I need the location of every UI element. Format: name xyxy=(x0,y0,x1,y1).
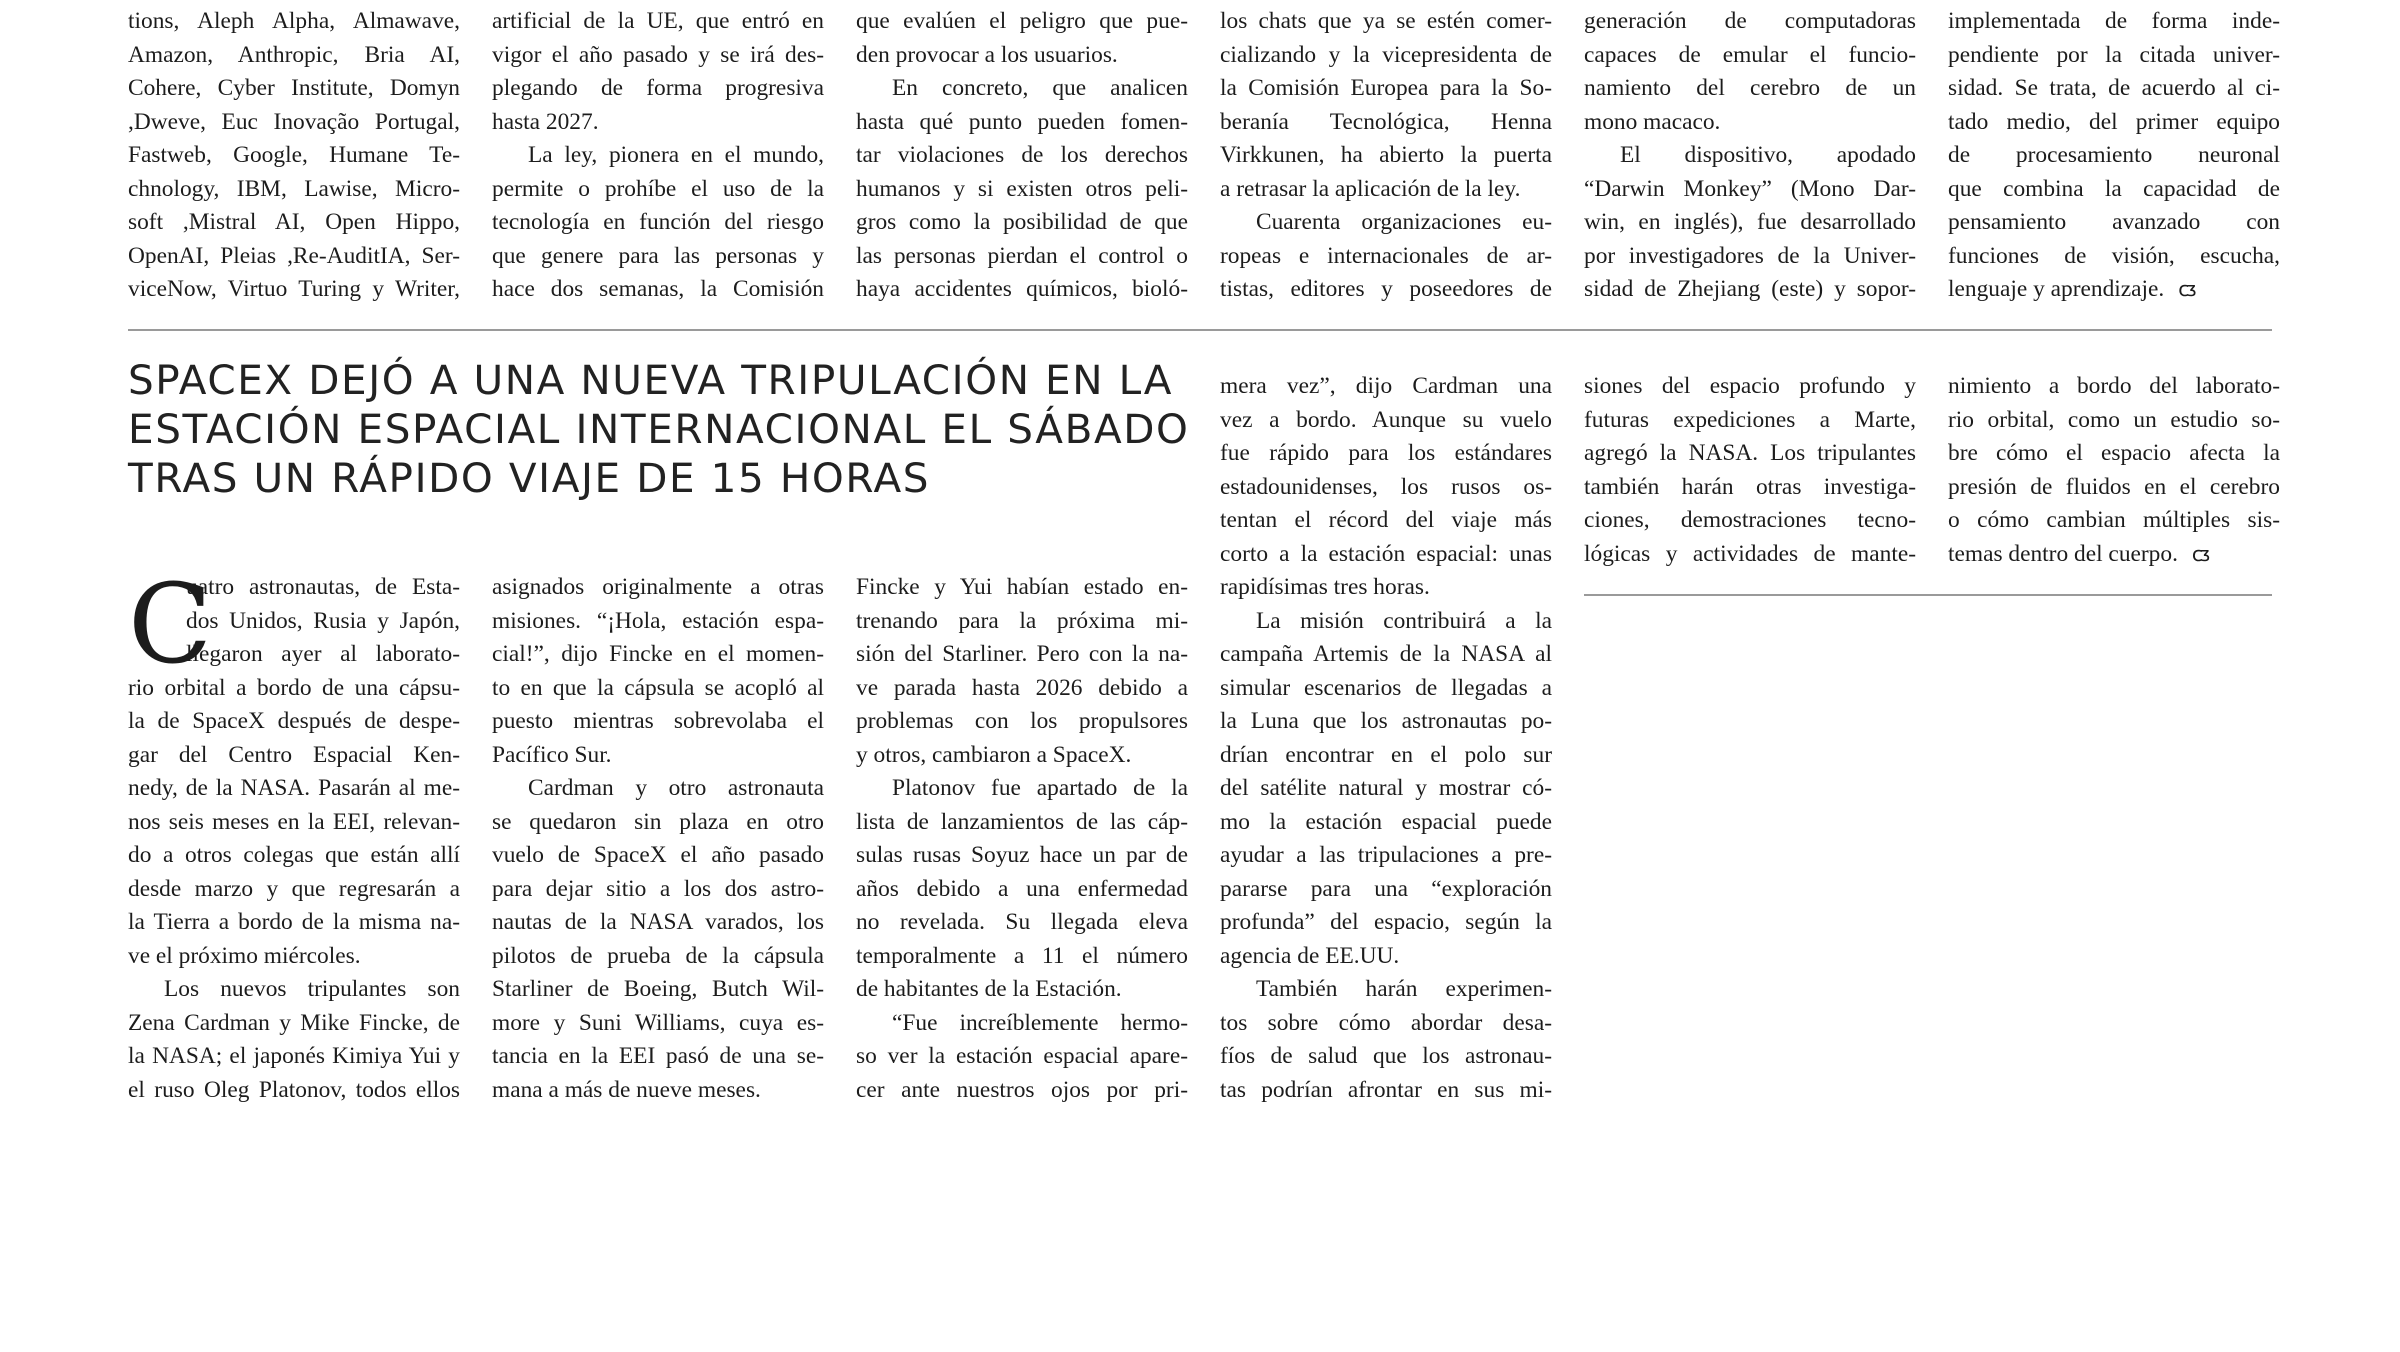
text-line: hasta 2027. xyxy=(492,108,599,135)
text-line: estadounidenses, los rusos os- xyxy=(1220,473,1552,500)
text-line: bre cómo el espacio afecta la xyxy=(1948,440,2280,466)
article-column-1 xyxy=(128,560,460,1107)
text-line: pararse para una “exploración xyxy=(1220,875,1552,902)
text-line: que genere para las personas y xyxy=(492,242,824,269)
text-line: Los nuevos tripulantes son xyxy=(164,976,460,1002)
text-line: Pacífico Sur. xyxy=(492,741,612,768)
text-line: nedy, de la NASA. Pasarán al me- xyxy=(128,775,460,801)
text-line: pensamiento avanzado con xyxy=(1948,209,2280,235)
headline-line: SPACEX DEJÓ A UNA NUEVA TRIPULACIÓN EN LA xyxy=(128,356,1174,404)
text-line-content: lenguaje y aprendizaje. xyxy=(1948,276,2165,302)
text-line: to en que la cápsula se acopló al xyxy=(492,674,824,701)
article-column-3 xyxy=(856,571,1188,1107)
text-line: Fincke y Yui habían estado en- xyxy=(856,574,1188,600)
text-line: la NASA; el japonés Kimiya Yui y xyxy=(128,1043,460,1069)
text-line: La ley, pionera en el mundo, xyxy=(528,142,824,168)
text-line: La misión contribuirá a la xyxy=(1256,607,1552,634)
text-line: misiones. “¡Hola, estación espa- xyxy=(492,607,824,634)
text-line: vuelo de SpaceX el año pasado xyxy=(492,842,824,868)
text-line: sidad de Zhejiang (este) y sopor- xyxy=(1584,276,1916,302)
text-line: tado medio, del primer equipo xyxy=(1948,108,2280,135)
text-line: siones del espacio profundo y xyxy=(1584,373,1916,399)
text-line: den provocar a los usuarios. xyxy=(856,41,1118,68)
text-line: capaces de emular el funcio- xyxy=(1584,41,1916,68)
text-line: mana a más de nueve meses. xyxy=(492,1076,761,1103)
text-line: también harán otras investiga- xyxy=(1584,473,1916,500)
text-line: vigor el año pasado y se irá des- xyxy=(492,41,824,68)
text-line: hasta qué punto pueden fomen- xyxy=(856,108,1188,135)
text-line: win, en inglés), fue desarrollado xyxy=(1584,209,1916,235)
top-column-3 xyxy=(856,5,1188,307)
text-line: o cómo cambian múltiples sis- xyxy=(1948,507,2280,533)
text-line xyxy=(1948,538,2280,572)
text-line: “Fue increíblemente hermo- xyxy=(892,1009,1188,1036)
article-end-divider xyxy=(1584,594,2272,596)
text-line: ve el próximo miércoles. xyxy=(128,942,361,969)
text-line: uatro astronautas, de Esta- xyxy=(186,574,460,600)
text-line: ropeas e internacionales de ar- xyxy=(1220,242,1552,269)
text-line: los chats que ya se estén comer- xyxy=(1220,8,1552,34)
text-line: tecnología en función del riesgo xyxy=(492,209,824,235)
text-line: y otros, cambiaron a SpaceX. xyxy=(856,741,1132,768)
text-line: permite o prohíbe el uso de la xyxy=(492,175,824,202)
text-line: artificial de la UE, que entró en xyxy=(492,8,824,34)
text-line: presión de fluidos en el cerebro xyxy=(1948,473,2280,500)
text-line: desde marzo y que regresarán a xyxy=(128,875,460,902)
text-line: asignados originalmente a otras xyxy=(492,574,824,600)
text-line: pendiente por la citada univer- xyxy=(1948,41,2280,68)
text-line: viceNow, Virtuo Turing y Writer, xyxy=(128,276,460,302)
text-line: drían encontrar en el polo sur xyxy=(1220,741,1552,768)
text-line: la Luna que los astronautas po- xyxy=(1220,708,1552,734)
text-line: Fastweb, Google, Humane Te- xyxy=(128,142,460,168)
text-line: Amazon, Anthropic, Bria AI, xyxy=(128,41,460,68)
text-line: beranía Tecnológica, Henna xyxy=(1220,108,1552,135)
text-line: chnology, IBM, Lawise, Micro- xyxy=(128,175,460,202)
text-line: rapidísimas tres horas. xyxy=(1220,574,1430,600)
text-line: el ruso Oleg Platonov, todos ellos xyxy=(128,1076,460,1103)
text-line: pilotos de prueba de la cápsula xyxy=(492,942,824,969)
text-line: Zena Cardman y Mike Fincke, de xyxy=(128,1009,460,1036)
text-line: nimiento a bordo del laborato- xyxy=(1948,373,2280,399)
text-line: simular escenarios de llegadas a xyxy=(1220,674,1552,701)
text-line: more y Suni Williams, cuya es- xyxy=(492,1009,824,1036)
text-line: namiento del cerebro de un xyxy=(1584,75,1916,101)
text-line: mo la estación espacial puede xyxy=(1220,808,1552,835)
text-line: haya accidentes químicos, bioló- xyxy=(856,276,1188,302)
text-line: la de SpaceX después de despe- xyxy=(128,708,460,734)
text-line xyxy=(1948,273,2280,307)
text-line: la Tierra a bordo de la misma na- xyxy=(128,909,460,935)
text-line: mono macaco. xyxy=(1584,108,1721,135)
text-line: Cuarenta organizaciones eu- xyxy=(1256,209,1552,235)
text-line: “Darwin Monkey” (Mono Dar- xyxy=(1584,175,1916,202)
text-line: hace dos semanas, la Comisión xyxy=(492,276,824,302)
top-column-4 xyxy=(1220,5,1552,307)
text-line: no revelada. Su llegada eleva xyxy=(856,909,1188,935)
text-line: tar violaciones de los derechos xyxy=(856,142,1188,168)
top-column-1 xyxy=(128,5,460,307)
text-line: rio orbital a bordo de una cápsu- xyxy=(128,674,460,701)
text-line: del satélite natural y mostrar có- xyxy=(1220,775,1552,801)
text-line: temporalmente a 11 el número xyxy=(856,942,1188,969)
end-of-article-icon: ᴄᴣ xyxy=(2191,541,2208,566)
text-line: tancia en la EEI pasó de una se- xyxy=(492,1043,824,1069)
text-line: ve parada hasta 2026 debido a xyxy=(856,674,1188,701)
text-line: vez a bordo. Aunque su vuelo xyxy=(1220,406,1552,433)
text-line: cer ante nuestros ojos por pri- xyxy=(856,1076,1188,1103)
text-line: generación de computadoras xyxy=(1584,8,1916,34)
text-line: cializando y la vicepresidenta de xyxy=(1220,41,1552,68)
text-line: agregó la NASA. Los tripulantes xyxy=(1584,440,1916,466)
text-line: futuras expediciones a Marte, xyxy=(1584,406,1916,433)
end-of-article-icon: ᴄᴣ xyxy=(2178,277,2194,301)
text-line: se quedaron sin plaza en otro xyxy=(492,808,824,835)
section-divider xyxy=(128,329,2272,331)
text-line: gros como la posibilidad de que xyxy=(856,209,1188,235)
text-line: ciones, demostraciones tecno- xyxy=(1584,507,1916,533)
text-line: lista de lanzamientos de las cáp- xyxy=(856,808,1188,835)
text-line: problemas con los propulsores xyxy=(856,708,1188,734)
headline-line: ESTACIÓN ESPACIAL INTERNACIONAL EL SÁBADO xyxy=(128,405,1190,453)
text-line: por investigadores de la Univer- xyxy=(1584,242,1916,269)
text-line: El dispositivo, apodado xyxy=(1620,142,1916,168)
text-line-content: temas dentro del cuerpo. xyxy=(1948,540,2178,567)
headline-line: TRAS UN RÁPIDO VIAJE DE 15 HORAS xyxy=(128,454,931,502)
text-line: de procesamiento neuronal xyxy=(1948,142,2280,168)
text-line: OpenAI, Pleias ,Re-AuditIA, Ser- xyxy=(128,242,460,269)
top-column-6 xyxy=(1948,5,2280,307)
text-line: profunda” del espacio, según la xyxy=(1220,909,1552,935)
text-line: corto a la estación espacial: unas xyxy=(1220,540,1552,567)
text-line: mera vez”, dijo Cardman una xyxy=(1220,373,1552,399)
article-column-5 xyxy=(1584,370,1916,571)
text-line: humanos y si existen otros peli- xyxy=(856,175,1188,202)
text-line: tas podrían afrontar en sus mi- xyxy=(1220,1076,1552,1103)
text-line: Cardman y otro astronauta xyxy=(528,775,824,801)
text-line: sulas rusas Soyuz hace un par de xyxy=(856,842,1188,868)
article-column-2 xyxy=(492,571,824,1107)
article-headline xyxy=(128,356,1188,503)
text-line: tentan el récord del viaje más xyxy=(1220,507,1552,533)
text-line: para dejar sitio a los dos astro- xyxy=(492,875,824,902)
text-line: nautas de la NASA varados, los xyxy=(492,909,824,935)
text-line: funciones de visión, escucha, xyxy=(1948,242,2280,269)
text-line: que evalúen el peligro que pue- xyxy=(856,8,1188,34)
text-line: tos sobre cómo abordar desa- xyxy=(1220,1009,1552,1036)
text-line: plegando de forma progresiva xyxy=(492,75,824,101)
text-line: Cohere, Cyber Institute, Domyn xyxy=(128,75,460,101)
article-column-6 xyxy=(1948,370,2280,571)
text-line: de habitantes de la Estación. xyxy=(856,976,1122,1002)
drop-cap: C xyxy=(128,560,213,688)
text-line: nos seis meses en la EEI, relevan- xyxy=(128,808,460,835)
text-line: puesto mientras sobrevolaba el xyxy=(492,708,824,734)
text-line: a retrasar la aplicación de la ley. xyxy=(1220,175,1521,202)
text-line: do a otros colegas que están allí xyxy=(128,842,460,868)
article-column-4 xyxy=(1220,370,1552,1107)
text-line: También harán experimen- xyxy=(1256,976,1552,1002)
top-column-5 xyxy=(1584,5,1916,307)
top-column-2 xyxy=(492,5,824,307)
text-line: trenando para la próxima mi- xyxy=(856,607,1188,634)
text-line: dos Unidos, Rusia y Japón, xyxy=(186,607,460,634)
text-line: so ver la estación espacial apare- xyxy=(856,1043,1188,1069)
text-line: ,Dweve, Euc Inovação Portugal, xyxy=(128,108,460,135)
text-line: fíos de salud que los astronau- xyxy=(1220,1043,1552,1069)
text-line: lógicas y actividades de mante- xyxy=(1584,540,1916,567)
text-line: años debido a una enfermedad xyxy=(856,875,1188,902)
text-line: soft ,Mistral AI, Open Hippo, xyxy=(128,209,460,235)
text-line: fue rápido para los estándares xyxy=(1220,440,1552,466)
text-line: sión del Starliner. Pero con la na- xyxy=(856,641,1188,667)
text-line: Starliner de Boeing, Butch Wil- xyxy=(492,976,824,1002)
text-line: llegaron ayer al laborato- xyxy=(186,641,460,667)
text-line: implementada de forma inde- xyxy=(1948,8,2280,34)
text-line: cial!”, dijo Fincke en el momen- xyxy=(492,641,824,667)
text-line: la Comisión Europea para la So- xyxy=(1220,75,1552,101)
text-line: sidad. Se trata, de acuerdo al ci- xyxy=(1948,75,2280,101)
text-line: Platonov fue apartado de la xyxy=(892,775,1188,801)
text-line: tistas, editores y poseedores de xyxy=(1220,276,1552,302)
text-line: ayudar a las tripulaciones a pre- xyxy=(1220,842,1552,868)
text-line: campaña Artemis de la NASA al xyxy=(1220,641,1552,667)
text-line: tions, Aleph Alpha, Almawave, xyxy=(128,8,460,34)
text-line: agencia de EE.UU. xyxy=(1220,942,1400,969)
text-line: rio orbital, como un estudio so- xyxy=(1948,406,2280,433)
text-line: las personas pierdan el control o xyxy=(856,242,1188,269)
text-line: Virkkunen, ha abierto la puerta xyxy=(1220,142,1552,168)
text-line: que combina la capacidad de xyxy=(1948,175,2280,202)
text-line: En concreto, que analicen xyxy=(892,75,1188,101)
text-line: gar del Centro Espacial Ken- xyxy=(128,741,460,768)
